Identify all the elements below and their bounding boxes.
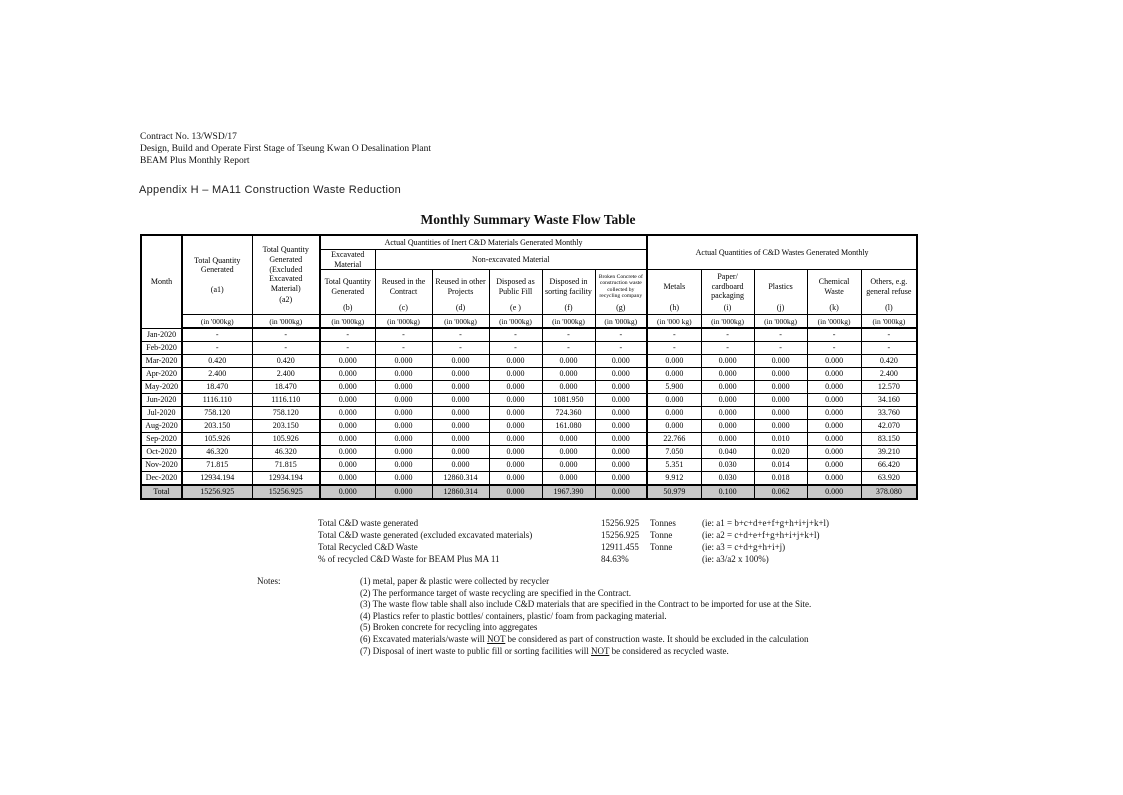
summary-section <box>318 517 829 565</box>
value-cell: 0.000 <box>647 355 701 368</box>
summary-unit: Tonne <box>650 542 673 552</box>
value-cell: 0.000 <box>320 485 375 499</box>
col-h-label: Metals <box>663 281 686 291</box>
contract-number-line: Contract No. 13/WSD/17 <box>140 132 237 142</box>
value-cell: 0.000 <box>320 433 375 446</box>
value-cell: 0.000 <box>432 433 489 446</box>
value-cell: 0.420 <box>182 355 252 368</box>
unit-cell: (in '000kg) <box>861 315 917 329</box>
summary-value: 15256.925 <box>601 518 640 528</box>
value-cell: 0.000 <box>375 381 432 394</box>
unit-cell: (in '000kg) <box>432 315 489 329</box>
month-row <box>141 394 917 407</box>
value-cell: 0.000 <box>807 472 861 486</box>
value-cell: 0.000 <box>595 394 647 407</box>
unit-cell: (in '000kg) <box>375 315 432 329</box>
col-k-letter: (k) <box>829 303 839 313</box>
value-cell: 0.000 <box>701 394 754 407</box>
value-cell: 203.150 <box>182 420 252 433</box>
value-cell: 0.000 <box>489 394 542 407</box>
value-cell: 0.000 <box>432 459 489 472</box>
value-cell: 0.000 <box>375 485 432 499</box>
summary-value: 15256.925 <box>601 530 640 540</box>
value-cell: 0.000 <box>320 381 375 394</box>
value-cell: 9.912 <box>647 472 701 486</box>
value-cell: 0.000 <box>432 420 489 433</box>
month-cell: Total <box>141 485 182 499</box>
value-cell: 105.926 <box>252 433 320 446</box>
value-cell: 42.070 <box>861 420 917 433</box>
value-cell: 0.000 <box>701 355 754 368</box>
summary-unit <box>650 553 702 565</box>
value-cell: 0.000 <box>320 407 375 420</box>
col-h-header <box>647 270 701 315</box>
value-cell: 0.000 <box>375 355 432 368</box>
value-cell: 0.000 <box>807 433 861 446</box>
value-cell: 0.000 <box>754 355 807 368</box>
value-cell: 46.320 <box>182 446 252 459</box>
value-cell: 0.000 <box>595 420 647 433</box>
col-a2-label: Total Quantity Generated (Excluded Excavated Material) <box>262 245 309 293</box>
value-cell: - <box>861 342 917 355</box>
value-cell: 0.000 <box>807 407 861 420</box>
value-cell: 0.000 <box>375 472 432 486</box>
excavated-material-header: Excavated Material <box>320 250 375 270</box>
unit-cell: (in '000kg) <box>754 315 807 329</box>
value-cell: 66.420 <box>861 459 917 472</box>
col-g-header <box>595 270 647 315</box>
value-cell: 0.000 <box>432 381 489 394</box>
note-item: (6) Excavated materials/waste will NOT be considered as part of construction waste. It should be excluded in the calculation <box>360 633 809 644</box>
col-b-label: Total Quantity Generated <box>324 277 371 296</box>
col-c-letter: (c) <box>399 303 408 313</box>
value-cell: 161.080 <box>542 420 595 433</box>
col-e-label: Disposed as Public Fill <box>496 277 535 296</box>
value-cell: - <box>861 328 917 342</box>
value-cell: 0.000 <box>320 394 375 407</box>
value-cell: 0.000 <box>647 394 701 407</box>
value-cell: - <box>489 342 542 355</box>
col-e-header <box>489 270 542 315</box>
value-cell: 0.100 <box>701 485 754 499</box>
value-cell: 0.000 <box>375 368 432 381</box>
value-cell: 0.000 <box>595 381 647 394</box>
value-cell: 0.000 <box>807 446 861 459</box>
value-cell: 0.000 <box>542 446 595 459</box>
col-d-header <box>432 270 489 315</box>
value-cell: 0.000 <box>595 355 647 368</box>
value-cell: - <box>489 328 542 342</box>
inert-group-header: Actual Quantities of Inert C&D Materials Generated Monthly <box>320 235 647 250</box>
value-cell: 0.000 <box>647 420 701 433</box>
month-row <box>141 328 917 342</box>
value-cell: 63.920 <box>861 472 917 486</box>
value-cell: 0.000 <box>489 368 542 381</box>
value-cell: - <box>754 342 807 355</box>
value-cell: 378.080 <box>861 485 917 499</box>
value-cell: - <box>375 342 432 355</box>
value-cell: 105.926 <box>182 433 252 446</box>
value-cell: 5.351 <box>647 459 701 472</box>
col-g-label: Broken Concrete of construction waste collected by recycling company <box>598 273 643 300</box>
total-row <box>141 485 917 499</box>
value-cell: - <box>252 342 320 355</box>
value-cell: 0.000 <box>375 446 432 459</box>
unit-cell: (in '000kg) <box>252 315 320 329</box>
value-cell: 0.000 <box>595 485 647 499</box>
value-cell: 0.000 <box>542 381 595 394</box>
value-cell: 18.470 <box>252 381 320 394</box>
value-cell: 0.000 <box>754 407 807 420</box>
value-cell: 0.000 <box>320 420 375 433</box>
month-cell: Feb-2020 <box>141 342 182 355</box>
col-a2-header <box>252 235 320 315</box>
value-cell: - <box>432 342 489 355</box>
value-cell: 758.120 <box>252 407 320 420</box>
col-i-header <box>701 270 754 315</box>
value-cell: 83.150 <box>861 433 917 446</box>
value-cell: 46.320 <box>252 446 320 459</box>
col-h-letter: (h) <box>669 303 679 313</box>
value-cell: 0.000 <box>432 407 489 420</box>
value-cell: 0.000 <box>489 407 542 420</box>
value-cell: 0.000 <box>807 420 861 433</box>
value-cell: - <box>182 328 252 342</box>
value-cell: 0.000 <box>320 355 375 368</box>
col-i-label: Paper/ cardboard packaging <box>711 272 745 301</box>
non-excavated-material-header: Non-excavated Material <box>375 250 647 270</box>
value-cell: - <box>595 342 647 355</box>
notes-list <box>360 576 811 657</box>
value-cell: 0.000 <box>595 459 647 472</box>
value-cell: 0.420 <box>861 355 917 368</box>
col-j-label: Plastics <box>768 281 793 291</box>
value-cell: 15256.925 <box>252 485 320 499</box>
col-k-label: Chemical Waste <box>818 277 850 296</box>
note-item: (5) Broken concrete for recycling into aggregates <box>360 622 538 633</box>
value-cell: 12.570 <box>861 381 917 394</box>
value-cell: 71.815 <box>252 459 320 472</box>
value-cell: 2.400 <box>182 368 252 381</box>
contract-header-block <box>140 131 431 167</box>
value-cell: 2.400 <box>861 368 917 381</box>
value-cell: 0.000 <box>320 446 375 459</box>
value-cell: 0.000 <box>320 368 375 381</box>
month-row <box>141 459 917 472</box>
unit-cell: (in '000kg) <box>320 315 375 329</box>
value-cell: - <box>807 342 861 355</box>
summary-row <box>318 517 829 529</box>
summary-label: % of recycled C&D Waste for BEAM Plus MA 11 <box>318 554 500 564</box>
value-cell: 758.120 <box>182 407 252 420</box>
value-cell: 0.000 <box>701 368 754 381</box>
value-cell: 0.000 <box>320 459 375 472</box>
month-cell: Jun-2020 <box>141 394 182 407</box>
month-row <box>141 342 917 355</box>
value-cell: 18.470 <box>182 381 252 394</box>
value-cell: 0.000 <box>489 355 542 368</box>
summary-label: Total Recycled C&D Waste <box>318 542 418 552</box>
value-cell: 0.000 <box>489 381 542 394</box>
value-cell: 0.000 <box>375 394 432 407</box>
col-d-letter: (d) <box>455 303 466 313</box>
report-type-line: BEAM Plus Monthly Report <box>140 156 250 166</box>
value-cell: 1116.110 <box>252 394 320 407</box>
value-cell: 0.000 <box>489 446 542 459</box>
col-d-label: Reused in other Projects <box>435 277 486 296</box>
value-cell: 0.000 <box>807 355 861 368</box>
value-cell: 0.000 <box>542 459 595 472</box>
value-cell: 0.000 <box>701 381 754 394</box>
month-cell: May-2020 <box>141 381 182 394</box>
col-j-header <box>754 270 807 315</box>
month-row <box>141 433 917 446</box>
value-cell: 0.000 <box>595 407 647 420</box>
col-b-letter: (b) <box>343 303 353 313</box>
value-cell: 0.010 <box>754 433 807 446</box>
notes-heading: Notes: <box>257 576 281 586</box>
value-cell: - <box>807 328 861 342</box>
summary-value: 84.63% <box>601 554 629 564</box>
value-cell: - <box>542 342 595 355</box>
value-cell: 0.000 <box>542 355 595 368</box>
value-cell: 50.979 <box>647 485 701 499</box>
value-cell: 0.020 <box>754 446 807 459</box>
value-cell: 0.000 <box>375 420 432 433</box>
value-cell: 0.000 <box>375 433 432 446</box>
summary-row <box>318 529 829 541</box>
col-l-header <box>861 270 917 315</box>
value-cell: - <box>320 328 375 342</box>
waste-table-body <box>141 328 917 499</box>
note-item: (1) metal, paper & plastic were collected by recycler <box>360 576 550 586</box>
col-a1-label: Total Quantity Generated <box>194 255 241 275</box>
value-cell: 0.000 <box>647 368 701 381</box>
value-cell: 0.000 <box>432 355 489 368</box>
value-cell: 0.000 <box>701 433 754 446</box>
value-cell: 0.000 <box>489 459 542 472</box>
value-cell: 0.000 <box>432 368 489 381</box>
unit-cell: (in '000kg) <box>489 315 542 329</box>
month-column-header: Month <box>141 235 182 328</box>
value-cell: 0.000 <box>432 394 489 407</box>
month-row <box>141 420 917 433</box>
col-i-letter: (i) <box>723 303 732 313</box>
value-cell: 0.000 <box>595 368 647 381</box>
value-cell: - <box>701 342 754 355</box>
value-cell: 39.210 <box>861 446 917 459</box>
value-cell: 0.000 <box>595 446 647 459</box>
value-cell: 1081.950 <box>542 394 595 407</box>
value-cell: 0.014 <box>754 459 807 472</box>
month-row <box>141 446 917 459</box>
value-cell: 0.000 <box>807 459 861 472</box>
unit-cell: (in '000kg) <box>182 315 252 329</box>
col-c-label: Reused in the Contract <box>381 277 426 296</box>
note-item: (7) Disposal of inert waste to public fill or sorting facilities will NOT be considered as recycled waste. <box>360 645 729 656</box>
col-k-header <box>807 270 861 315</box>
value-cell: 15256.925 <box>182 485 252 499</box>
value-cell: 0.000 <box>595 472 647 486</box>
value-cell: 5.900 <box>647 381 701 394</box>
value-cell: 0.000 <box>489 433 542 446</box>
month-row <box>141 472 917 486</box>
value-cell: 0.000 <box>754 420 807 433</box>
value-cell: 0.000 <box>754 381 807 394</box>
value-cell: 0.000 <box>807 381 861 394</box>
summary-label: Total C&D waste generated <box>318 518 419 528</box>
value-cell: 0.000 <box>542 433 595 446</box>
value-cell: 0.040 <box>701 446 754 459</box>
summary-formula: (ie: a1 = b+c+d+e+f+g+h+i+j+k+l) <box>702 518 830 528</box>
value-cell: 0.000 <box>375 459 432 472</box>
value-cell: 12934.194 <box>252 472 320 486</box>
value-cell: 0.000 <box>542 472 595 486</box>
value-cell: 0.018 <box>754 472 807 486</box>
value-cell: 0.000 <box>701 420 754 433</box>
unit-cell: (in '000kg) <box>807 315 861 329</box>
col-l-letter: (l) <box>885 303 893 313</box>
note-item: (4) Plastics refer to plastic bottles/ containers, plastic/ foam from packaging material. <box>360 610 667 621</box>
summary-label: Total C&D waste generated (excluded excavated materials) <box>318 530 533 540</box>
col-j-letter: (j) <box>776 303 785 313</box>
note-item: (3) The waste flow table shall also include C&D materials that are specified in the Contract to be imported for use at the Site. <box>360 599 812 610</box>
value-cell: 7.050 <box>647 446 701 459</box>
value-cell: 0.000 <box>754 368 807 381</box>
value-cell: - <box>252 328 320 342</box>
summary-value: 12911.455 <box>601 542 639 552</box>
value-cell: 12934.194 <box>182 472 252 486</box>
month-cell: Jul-2020 <box>141 407 182 420</box>
month-cell: Oct-2020 <box>141 446 182 459</box>
value-cell: 34.160 <box>861 394 917 407</box>
col-b-header <box>320 270 375 315</box>
value-cell: 0.000 <box>807 394 861 407</box>
col-a1-letter: (a1) <box>210 284 224 294</box>
summary-row <box>318 541 829 553</box>
cd-wastes-group-header: Actual Quantities of C&D Wastes Generated Monthly <box>647 235 917 270</box>
value-cell: 1967.390 <box>542 485 595 499</box>
col-l-label: Others, e.g. general refuse <box>866 277 912 296</box>
month-cell: Sep-2020 <box>141 433 182 446</box>
value-cell: 33.760 <box>861 407 917 420</box>
value-cell: 1116.110 <box>182 394 252 407</box>
note-item: (2) The performance target of waste recycling are specified in the Contract. <box>360 587 632 598</box>
project-title-line: Design, Build and Operate First Stage of Tseung Kwan O Desalination Plant <box>140 144 431 154</box>
value-cell: 0.000 <box>489 485 542 499</box>
col-f-header <box>542 270 595 315</box>
month-cell: Apr-2020 <box>141 368 182 381</box>
value-cell: 0.062 <box>754 485 807 499</box>
value-cell: - <box>432 328 489 342</box>
col-f-label: Disposed in sorting facility <box>545 277 592 296</box>
month-row <box>141 407 917 420</box>
value-cell: 0.000 <box>542 368 595 381</box>
col-e-letter: (e ) <box>510 303 521 313</box>
value-cell: 0.000 <box>375 407 432 420</box>
value-cell: 0.000 <box>701 407 754 420</box>
month-cell: Mar-2020 <box>141 355 182 368</box>
value-cell: - <box>647 342 701 355</box>
header-row-groups <box>141 235 917 250</box>
col-a2-letter: (a2) <box>279 295 293 305</box>
value-cell: - <box>182 342 252 355</box>
value-cell: - <box>647 328 701 342</box>
value-cell: 12860.314 <box>432 485 489 499</box>
summary-formula: (ie: a2 = c+d+e+f+g+h+i+j+k+l) <box>702 530 820 540</box>
unit-cell: (in '000kg) <box>542 315 595 329</box>
value-cell: 0.000 <box>807 485 861 499</box>
value-cell: - <box>754 328 807 342</box>
value-cell: 0.000 <box>489 420 542 433</box>
month-cell: Aug-2020 <box>141 420 182 433</box>
col-g-letter: (g) <box>616 303 626 313</box>
summary-unit: Tonnes <box>650 518 676 528</box>
unit-cell: (in '000kg) <box>701 315 754 329</box>
value-cell: 203.150 <box>252 420 320 433</box>
unit-cell: (in '000kg) <box>595 315 647 329</box>
month-cell: Jan-2020 <box>141 328 182 342</box>
header-row-units <box>141 315 917 329</box>
month-row <box>141 368 917 381</box>
value-cell: - <box>320 342 375 355</box>
month-row <box>141 381 917 394</box>
month-cell: Dec-2020 <box>141 472 182 486</box>
summary-formula: (ie: a3 = c+d+g+h+i+j) <box>702 542 786 552</box>
summary-row <box>318 553 829 565</box>
summary-formula: (ie: a3/a2 x 100%) <box>702 554 769 564</box>
col-f-letter: (f) <box>564 303 573 313</box>
table-title: Monthly Summary Waste Flow Table <box>420 212 636 227</box>
value-cell: 71.815 <box>182 459 252 472</box>
value-cell: 0.000 <box>754 394 807 407</box>
value-cell: 0.030 <box>701 472 754 486</box>
value-cell: 0.000 <box>320 472 375 486</box>
value-cell: - <box>375 328 432 342</box>
value-cell: 22.766 <box>647 433 701 446</box>
value-cell: 0.000 <box>647 407 701 420</box>
col-a1-header <box>182 235 252 315</box>
value-cell: 0.000 <box>595 433 647 446</box>
value-cell: 724.360 <box>542 407 595 420</box>
value-cell: - <box>542 328 595 342</box>
month-row <box>141 355 917 368</box>
col-c-header <box>375 270 432 315</box>
value-cell: 0.420 <box>252 355 320 368</box>
value-cell: - <box>701 328 754 342</box>
value-cell: 0.000 <box>489 472 542 486</box>
waste-flow-table <box>140 234 918 500</box>
month-cell: Nov-2020 <box>141 459 182 472</box>
summary-unit: Tonne <box>650 530 673 540</box>
value-cell: 0.000 <box>807 368 861 381</box>
value-cell: 12860.314 <box>432 472 489 486</box>
appendix-title: Appendix H – MA11 Construction Waste Reduction <box>139 184 402 196</box>
value-cell: 2.400 <box>252 368 320 381</box>
unit-cell: (in '000 kg) <box>647 315 701 329</box>
value-cell: - <box>595 328 647 342</box>
value-cell: 0.000 <box>432 446 489 459</box>
value-cell: 0.030 <box>701 459 754 472</box>
